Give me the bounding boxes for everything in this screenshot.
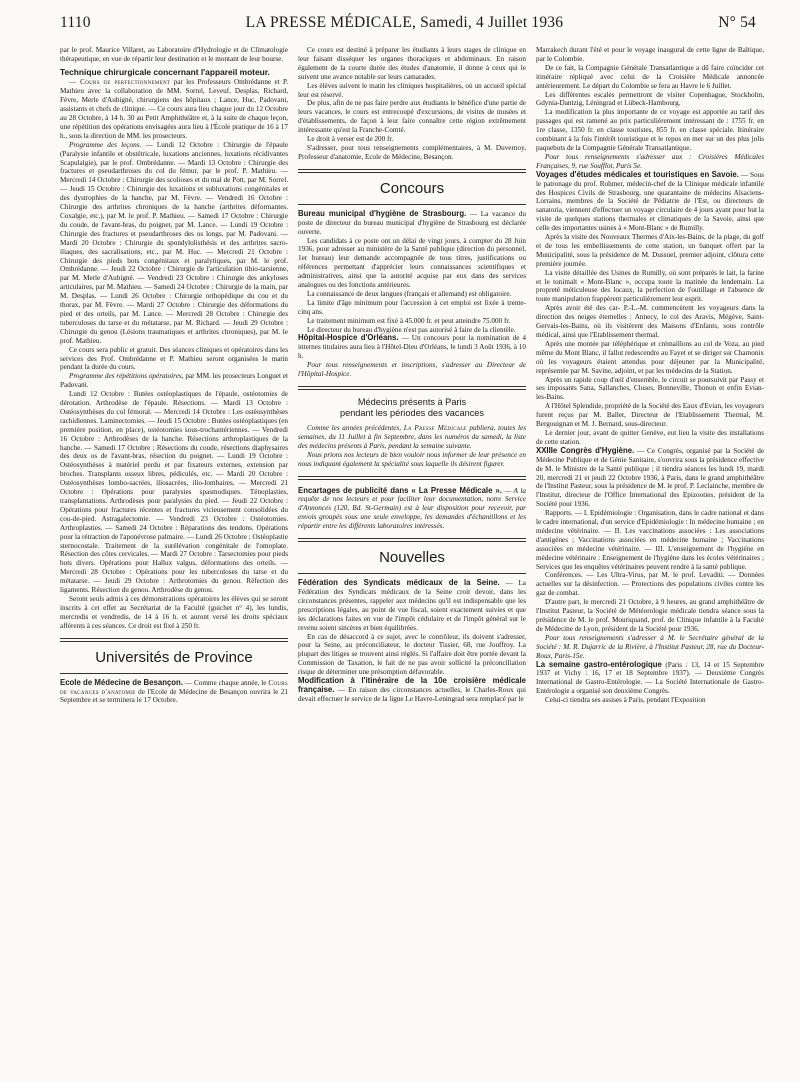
tech-paragraph	[60, 78, 288, 140]
divider	[298, 204, 526, 205]
lecons-paragraph	[60, 141, 288, 346]
adresser-paragraph: S'adresser, pour tous renseignements complémentaires, à M. Duvernoy, Professeur d'anatomie, Ecole de Médecine, Besançon.	[298, 143, 526, 161]
besancon-label: Cours de vacances d'anatomie	[60, 678, 288, 696]
bureau-text: — La vacance du poste de directeur du bureau municipal d'hygiène de Strasbourg est déclarée ouverte.	[298, 209, 526, 236]
plus-paragraph: De plus, afin de ne pas faire perdre aux étudiants le bénéfice d'une partie de leurs vacances, le cours est entrecoupé d'excursions, de visites de musées et d'établissements, de façon à leur faire connaître cette région extrêmement intéressante qu'est la Franche-Comté.	[298, 99, 526, 135]
fed-paragraph	[298, 579, 526, 632]
lecons-label: Programme des leçons.	[69, 140, 142, 149]
medecins-heading-line-2: pendant les périodes des vacances	[339, 408, 485, 418]
croisiere-heading: Modification à l'itinéraire de la 10e croisière médicale française.	[298, 676, 526, 694]
section-divider	[60, 638, 288, 642]
langues-paragraph: La connaissance de deux langues (français et allemand) est obligatoire.	[307, 289, 512, 298]
conferences-paragraph: Conférences. — Les Ultra-Virus, par M. le prof. Levaditi. — Données actuelles sur la désinfection. — Protections des populations civiles contre les gaz de combat.	[536, 571, 764, 598]
renseign-paragraph: Pour tous renseignements s'adresser aux : Croisières Médicales Françaises, 9, rue Soufflot, Paris 5e.	[536, 152, 764, 170]
nouvelles-heading: Nouvelles	[379, 549, 445, 567]
section-divider	[298, 386, 526, 390]
medecins-text-a: Comme les années précédentes,	[307, 424, 402, 432]
besancon-text-a: — Comme chaque année, le	[184, 678, 267, 687]
lecons-text: — Lundi 12 Octobre : Chirurgie de l'épaule (Paralysie infantile et obstétricale, luxations anciennes, luxations récidivantes Scapulalgie), par le prof. Ombrédanne. — Mardi 13 Octobre : Chirurgie des fractures et pseudarthroses du col du fémur, par le prof. P. Mathieu. — Mercredi 14 Octobre : Chirurgie des scolioses et du mal de Pott, par M. Sorrel. — Jeudi 15 Octobre : Chirurgie des luxations et subluxations congénitales et des dystrophies de la hanche, par M. Fèvre. — Vendredi 16 Octobre : Chirurgie des arthrites chroniques de la hanche (arthrites déformantes. Coxalgie, etc.), par M. le prof. P. Mathieu. — Samedi 17 Octobre : Chirurgie du coude, de l'avant-bras, du poignet, par M. Lance. — Lundi 19 Octobre : Chirurgie des fractures et pseudarthroses des os longs, par M. Padovani. — Mardi 20 Octobre : Chirurgie du spondylolisthésis et des arthrites sacro-iliaques, des sacralisations, etc., par M. Huc. — Mercredi 21 Octobre : Chirurgie des pieds bots congénitaux et paralytiques, par M. le prof. Ombrédanne. — Jeudi 22 Octobre : Chirurgie de l'articulation tibio-tarsienne, par M. Merle d'Aubigné. — Vendredi 23 Octobre : Chirurgie des ankyloses articulaires, par M. Mathieu. — Samedi 24 Octobre : Chirurgie de la main, par M. Desplas. — Lundi 26 Octobre : Chirurgie orthopédique du cou et du thorax, par M. Fèvre. — Mardi 27 Octobre : Chirurgie des déformations du pied et des orteils, par M. Lance. — Mercredi 28 Octobre : Chirurgie des tuberculoses du tarse et du métatarse, par M. Richard. — Jeudi 29 Octobre : Chirurgie du genou (Lésions traumatiques et arthrites chroniques), par M. le prof. Mathieu.	[60, 140, 288, 345]
medecins-paragraph-2: Nous prions nos lecteurs de bien vouloir nous informer de leur présence en nous indiquant également la spécialité sous laquelle ils désirent figurer.	[298, 450, 526, 468]
column-2	[298, 46, 526, 1066]
dernier-paragraph: Le dernier jour, avant de quitter Genève, eut lieu la visite des installations de cette station.	[536, 428, 764, 446]
gastro-paragraph	[536, 661, 764, 697]
xxiii-text: — Ce Congrès, organisé par la Société de Médecine Publique et de Génie Sanitaire, s'ouvrira sous la présidence effective de M. le Ministre de la Santé publique ; il tiendra séances les lundi 19, mardi 20, mercredi 21 et jeudi 22 Octobre 1936, à Paris, dans le grand amphithéâtre de l'Institut Pasteur, sous la présidence de M. le prof. P. Leclainche, membre de l'Institut, directeur de l'Office International des Epizooties, président de la Société pour 1936.	[536, 446, 764, 509]
marrakech-paragraph: Marrakech durant l'été et pour le voyage inaugural de cette ligne de Baltique, par le Colombie.	[536, 46, 764, 63]
bureau-heading: Bureau municipal d'hygiène de Strasbourg.	[298, 208, 467, 218]
traitement-paragraph: Le traitement minimum est fixé à 45.000 fr. et peut atteindre 75.000 fr.	[307, 316, 511, 325]
rapports-paragraph: Rapports. — I. Epidémiologie : Organisation, dans le cadre national et dans le cadre international, d'un service d'Epidémiologie : In médecine humaine ; en médecine vétérinaire. — II. Les vaccinations associées : Les associations d'antigènes ; Vaccinations associées en médecine humaine ; Vaccinations associées en médecine vétérinaire. — III. L'enseignement de l'hygiène en médecine vétérinaire : Enseignement de l'hygiène dans les écoles vétérinaires ; Services que les enquêtes vétérinaires peuvent rendre à la santé publique.	[536, 509, 764, 571]
univ-heading: Universités de Province	[95, 648, 253, 666]
section-divider	[298, 169, 526, 173]
encarts-text: — A la requête de nos lecteurs et pour faciliter leur documentation, notre Service d'Annonces (120, Bd. St-Germain) est à leur disposition pour recevoir, par envois groupés sous une seule enveloppe, les demandes d'échantillons et les répartir entre les différents laboratoires intéressés.	[298, 486, 526, 531]
medecins-heading-line-1: Médecins présents à Paris	[357, 397, 467, 407]
encarts-heading: Encartages de publicité dans « La Presse Médicale ».	[298, 485, 502, 495]
escales-paragraph: Les différentes escales permettront de visiter Copenhague, Stockholm, Gdynia-Dantzig, Léningrad et Lübeck-Hambourg.	[536, 90, 764, 108]
section-divider	[298, 476, 526, 480]
autre-paragraph: D'autre part, le mercredi 21 Octobre, à 9 heures, au grand amphithéâtre de l'Institut Pasteur, la Société de Météorologie médicale tiendra séance sous la présidence de M. le prof. Mouriquand, prof. de Clinique infantile à la Faculté de Médecine de Lyon, président de la Société pour 1936.	[536, 598, 764, 633]
croisiere-text: — En raison des circonstances actuelles, le Charles-Roux qui devait effectuer le service de la ligne Le Havre-Leningrad sera remplacé par le	[298, 685, 526, 703]
teleph-paragraph: Après une montée par téléphérique et crémaillons au col de Voza, au pied même du Mont Blanc, il fallut redescendre au Fayet et se diriger sur Chamonix où les voyageurs étaient attendus pour déjeuner par la Municipalité, représentée par M. Savine, adjoint, et par les médecins de la Station.	[536, 339, 764, 375]
tech-label: — Cours de perfectionnement	[69, 78, 171, 87]
tech-heading: Technique chirurgicale concernant l'appareil moteur.	[60, 66, 270, 77]
orleans-paragraph-2: Pour tous renseignements et inscriptions, s'adresser au Directeur de l'Hôpital-Hospice.	[298, 361, 526, 379]
bureau-paragraph	[298, 210, 526, 237]
orleans-heading: Hôpital-Hospice d'Orléans.	[298, 333, 399, 343]
medecins-text-b: publiera, toutes les semaines, du 11 Juillet à fin Septembre, dans les numéros du samedi, la liste des médecins présents à Paris, pendant la semaine suivante.	[298, 424, 526, 450]
divider	[298, 573, 526, 574]
journal-title: LA PRESSE MÉDICALE, Samedi, 4 Juillet 1936	[245, 14, 564, 31]
savoie-paragraph	[536, 171, 764, 233]
medecins-journal: La Presse Médicale	[403, 424, 467, 432]
public-paragraph: Ce cours sera public et gratuit. Des séances cliniques et opératoires dans les services des Prof. Ombrédanne et P. Mathieu seront organisées le matin pendant la durée du cours.	[60, 345, 288, 372]
medecins-paragraph	[298, 424, 526, 451]
candidats-paragraph: Les candidats à ce poste ont un délai de vingt jours, à compter du 28 Juin 1936, pour adresser au ministère de la Santé publique (direction du personnel, 1er bureau) leur demande accompagnée de tous titres, justifications ou références permettant d'apprécier leurs connaissances scientifiques et administratives, ainsi que la autorité acquise par eux dans des services analogues ou des fonctions antérieures.	[298, 236, 526, 290]
medecins-heading	[298, 397, 526, 419]
rep-paragraph	[60, 372, 288, 390]
page-header	[60, 14, 756, 38]
rapide-paragraph: Après un rapide coup d'œil d'ensemble, le circuit se poursuivit par Passy et ses imposants Sana, Sallanches, Cluses, Bonneville, Thonon et enfin Evian-les-Bains.	[536, 375, 764, 402]
usines-paragraph: La visite détaillée des Usines de Rumilly, où sont préparés le lait, la farine et le tonimalt « Mont-Blanc », occupa toute la matinée du lendemain. La propreté méticuleuse des locaux, la perfection de l'outillage et l'absence de toute manipulation frappèrent particulièrement leur esprit.	[536, 268, 764, 304]
droit-paragraph: Le droit à verser est de 200 fr.	[307, 135, 394, 144]
evian-paragraph: A l'Hôtel Splendide, propriété de la Société des Eaux d'Evian, les voyageurs furent reçus par M. Ballet, Directeur de l'Etablissement Thermal, M. Bergouignan et M. J. Bernard, sous-directeur.	[536, 402, 764, 429]
column-1	[60, 46, 288, 1066]
encarts-paragraph	[298, 487, 526, 532]
fed-heading: Fédération des Syndicats médicaux de la Seine.	[298, 578, 500, 588]
celui-paragraph: Celui-ci tiendra ses assises à Paris, pendant l'Exposition	[545, 696, 706, 705]
orleans-paragraph	[298, 334, 526, 361]
admis-paragraph: Seront seuls admis à ces démonstrations opératoires les élèves qui se seront inscrits à cet effet au Secrétariat de la Faculté (guichet n° 4), les lundis, mercredis et vendredis, de 14 à 16 h. et auront versé les droits spéciaux afférents à ces séances. Ce droit est fixé à 250 fr.	[60, 594, 288, 630]
gastro-text: (Paris : 13, 14 et 15 Septembre 1937 et Vichy : 16, 17 et 18 Septembre 1937). — Deuxième Congrès International de Gastro-Entérologie. — La Société Internationale de Gastro-Entérologie a organisé son deuxième Congrès.	[536, 660, 764, 696]
croisiere-paragraph	[298, 677, 526, 704]
savoie-text: — Sous le patronage du prof. Rohmer, médecin-chef de la Clinique médicale infantile des Hospices Civils de Strasbourg, une quarantaine de médecins Alsaciens-Lorrains, membres de la Société de Pédiatrie de l'Est, ou directeurs de sanatoria, viennent d'effectuer un voyage circulaire de 4 jours ayant pour but la visite de quelques stations thermales et climatiques de la Savoie, ainsi que celle des importantes usines à « Mont-Blanc » de Rumilly.	[536, 170, 764, 233]
transat-paragraph: De ce fait, la Compagnie Générale Transatlantique a dû faire coïncider cet itinéraire répliqué avec celui de la Croisière Médicale annoncée antérieurement. Le départ du Colombie se fera au Havre le 6 Juillet.	[536, 63, 764, 90]
renseign2-paragraph: Pour tous renseignements s'adresser à M. le Secrétaire général de la Société : M. R. Dujarric de la Rivière, à l'Institut Pasteur, 28, rue du Docteur-Roux, Paris-15e.	[536, 633, 764, 660]
savoie-heading: Voyages d'études médicales et touristiques en Savoie.	[536, 169, 739, 179]
concours-heading: Concours	[379, 179, 445, 197]
issue-number: N° 54	[718, 14, 756, 31]
xxiii-heading: XXIIIe Congrès d'Hygiène.	[536, 445, 635, 455]
section-divider	[298, 538, 526, 542]
aix-paragraph: Après la visite des Nouveaux Thermes d'Aix-les-Bains, de la plage, du golf et de tous les embellissements de cette station, un banquet offert par la Municipalité, sous la présidence de M. Dussuel, premier adjoint, clôtura cette première journée.	[536, 233, 764, 268]
besancon-paragraph	[60, 679, 288, 706]
divider	[60, 673, 288, 674]
besancon-text-b: de l'Ecole de Médecine de Besançon ouvrira le 21 Septembre et se terminera le 17 Octobre.	[60, 687, 288, 705]
limite-paragraph: La limite d'âge minimum pour l'accession à cet emploi est fixée à trente-cinq ans.	[298, 298, 526, 316]
besancon-heading: Ecole de Médecine de Besançon.	[60, 677, 183, 687]
cas-paragraph: En cas de désaccord à ce sujet, avec le contrôleur, ils doivent s'adresser, pour la Seine, au préconciliateur, le docteur Tissier, 68, rue Jouffroy. La plupart des litiges se trouvent ainsi réglés. Si l'affaire doit être portée devant la Commission de Taxation, le fait de ne pas avoir sollicité la préconciliation risque de déterminer une présomption défavorable.	[298, 632, 526, 677]
car-paragraph: Après avoir été des car- P.-L.-M. commencèrent les voyageurs dans la direction des neiges éternelles : Annecy, le col des Aravis, Mégève, Saint-Gervais-les-Bains, où ils visitèrent des Maisons d'Enfants, sous contrôle médical, ainsi que l'Etablissement thermal.	[536, 304, 764, 339]
orleans-text: — Un concours pour la nomination de 4 internes titulaires aura lieu à l'Hôtel-Dieu d'Orléans, le lundi 3 Août 1936, à 10 h.	[298, 334, 526, 361]
xxiii-paragraph	[536, 447, 764, 509]
eleves-paragraph: Les élèves suivent le matin les cliniques hospitalières, où un accueil spécial leur est réservé.	[298, 81, 526, 99]
tech-text: par les Professeurs Ombrédanne et P. Mathieu avec la collaboration de MM. Sorrel, Leveuf, Desplas, Richard, Fèvre, Merle d'Aubigné, chirurgiens des hôpitaux ; Lance, Huc, Padovani, assistants et chefs de clinique. — Ce cours aura lieu chaque jour du 12 Octobre au 28 Octobre, à 14 h. 30 au Petit Amphithéâtre et, à la suite de chaque leçon, une répétition des opérations envisagées aura lieu à l'École pratique de 16 à 17 h., sous la direction de MM. les prosecteurs.	[60, 78, 288, 140]
rep-body: Lundi 12 Octobre : Butées ostéoplastiques de l'épaule, ostéotomies de dérotation. Arthrodèse de l'épaule. Résections. — Mardi 13 Octobre : Ostéosynthèses du col fémoral. — Mercredi 14 Octobre : Les ostéosynthèses rachidiennes. Laminectomies. — Jeudi 15 Octobre : Butées ostéoplastiques (en première position, en place), ostéotomies sous-trochantériennes. — Vendredi 16 Octobre : Arthrodèses de la hanche. Résections arthroplastiques de la hanche. — Samedi 17 Octobre : Résections du coude, résections diaphysaires des deux os de l'avant-bras, résection du poignet. — Lundi 19 Octobre : Ostéosynthèses à matériel perdu et par fixateurs externes, extension par broches. Transplants osseux libres, pédiculés, etc. — Mardi 20 Octobre : Ostéosynthèses lombo-sacrées, iliosacrées, ilio-lombaires. — Mercredi 21 Octobre : Opérations pour paralysies spasmodiques. Ténoplasties, transplantations. Arthrodèses pour paralysies du pied. — Jeudi 22 Octobre : Opérations pour fractures récentes et fractures vicieusement consolidées du cou-de-pied. Astragalectomie. — Vendredi 23 Octobre : Ostéotomies. Arthroplasties. — Samedi 24 Octobre : Réparations des tendons. Opérations pour la rétraction de l'aponévrose palmaire. — Lundi 26 Octobre : Ostéoplastie sternocostale. Traitement de la surélévation congénitale de l'omoplate. Résection des côtes cervicales. — Mardi 27 Octobre : Tarsectomies pour pieds bots divers. Opérations pour Hallux valgus, déformations des orteils. — Mercredi 28 Octobre : Opérations pour les tuberculoses du tarse et du métatarse. — Jeudi 29 Octobre : Arthrotomies du genou. Réfection des ligaments. Résection du genou. Arthrodèse du genou.	[60, 390, 288, 595]
fed-text: — La Fédération des Syndicats médicaux de la Seine croit devoir, dans les circonstances présentes, rappeler aux médecins qu'il est indispensable que les prescriptions légales, au point de vue fiscal, soient exactement suivies et que les déclarations faites en vue de l'impôt cédulaire et de l'impôt général sur le revenu soient sincères et bien équilibrées.	[298, 579, 526, 632]
rep-label: Programme des répétitions opératoires,	[69, 372, 184, 381]
modif-paragraph: La modification la plus importante de ce voyage est apportée au tarif des passages qui est ramené au prix particulièrement intéressant de : 1755 fr. en 1re classe, 1350 fr. en classe touristes, 855 fr. en classe spéciale. Itinéraire combinant à la fois l'intérêt touristique et le repos en mer sur un des plus jolis paquebots de la Compagnie Générale Transatlantique.	[536, 108, 764, 152]
column-3	[536, 46, 764, 1066]
cours-paragraph: Ce cours est destiné à préparer les étudiants à leurs stages de clinique en leur faisant disséquer les organes thoraciques et abdominaux. En raison également de la courte durée des études d'anatomie, il donne à ceux qui le suivent une avance notable sur leurs camarades.	[298, 46, 526, 81]
intro-paragraph: par le prof. Maurice Villaret, au Laboratoire d'Hydrologie et de Climatologie thérapeutique, en vue de répartir leur destination et le montant de leur bourse.	[60, 46, 288, 63]
rep-text: par MM. les prosecteurs Longuet et Padovani.	[60, 372, 288, 390]
directeur-paragraph: Le directeur du bureau d'hygiène n'est pas autorisé à faire de la clientèle.	[307, 325, 516, 334]
page-number: 1110	[60, 14, 91, 31]
gastro-heading: La semaine gastro-entérologique	[536, 659, 662, 669]
